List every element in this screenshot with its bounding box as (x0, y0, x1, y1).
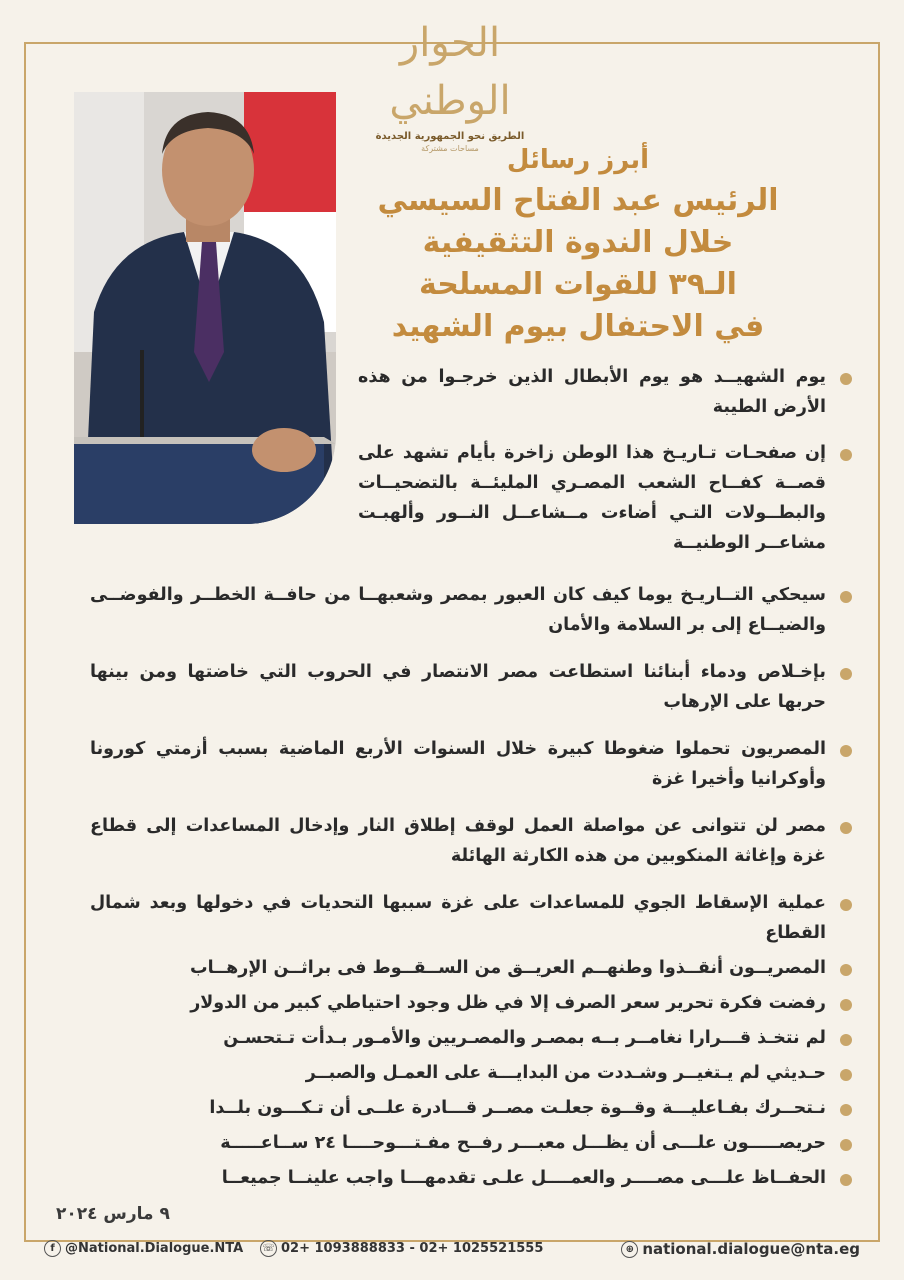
phone-contact[interactable] (260, 1240, 543, 1257)
headline-line-2: الرئيس عبد الفتاح السيسي (377, 183, 779, 218)
logo-tagline: الطريق نحو الجمهورية الجديدة (375, 131, 525, 142)
bullet-dot-icon (840, 1069, 852, 1081)
headline-line-4: الـ٣٩ للقوات المسلحة (419, 267, 737, 302)
list-item: المصريون تحملوا ضغوطا كبيرة خلال السنوات الأربع الماضية بسبب أزمتي كورونا وأوكرانيا وأخيرا غزة (90, 734, 852, 794)
list-item: المصريــون أنقــذوا وطنهــم العريــق من الســقــوط فى براثــن الإرهــاب (90, 953, 852, 983)
list-item: بإخـلاص ودماء أبنائنا استطاعت مصر الانتصار في الحروب التي خاضتها ومن بينها حربها على الإرهاب (90, 657, 852, 717)
facebook-contact[interactable] (44, 1240, 243, 1257)
logo-calligraphy: الحوار الوطني (389, 20, 511, 124)
bullet-dot-icon (840, 999, 852, 1011)
bullet-dot-icon (840, 1104, 852, 1116)
bullet-dot-icon (840, 1034, 852, 1046)
logo-subtitle: مساحات مشتركة (421, 144, 479, 153)
bullet-dot-icon (840, 373, 852, 385)
bullet-dot-icon (840, 964, 852, 976)
list-item: سيحكي التــاريـخ يوما كيف كان العبور بمصر وشعبهــا من حافــة الخطــر والفوضــى والضيــاع إلى بر السلامة والأمان (90, 580, 852, 640)
list-item: يوم الشهيــد هو يوم الأبطال الذين خرجـوا من هذه الأرض الطيبة (358, 362, 852, 422)
bullet-dot-icon (840, 668, 852, 680)
facebook-icon: f (44, 1240, 61, 1257)
list-item: الحفــاظ علـــى مصــــر والعمــــل علـى تقدمهـــا واجب علينــا جميعــا (90, 1163, 852, 1193)
list-item: مصر لن تتوانى عن مواصلة العمل لوقف إطلاق النار وإدخال المساعدات إلى قطاع غزة وإغاثة المنكوبين من هذه الكارثة الهائلة (90, 811, 852, 871)
whatsapp-icon: ☏ (260, 1240, 277, 1257)
website-address: national.dialogue@nta.eg (642, 1240, 860, 1258)
contact-footer (40, 1240, 876, 1264)
list-item: إن صفحـات تـاريـخ هذا الوطن زاخرة بأيام تشهد على قصــة كفــاح الشعب المصـري المليئــة بالتضحيــات والبطــولات التـي أضاءت مــشاعــل النــور وألهبـت مشاعــر الوطنيــة (358, 438, 852, 558)
headline (348, 140, 808, 348)
headline-line-5: في الاحتفال بيوم الشهيد (391, 309, 765, 344)
list-item: لم نتخـذ قـــرارا نغامــر بــه بمصـر والمصـريين والأمـور بـدأت تـتحسـن (90, 1023, 852, 1053)
facebook-handle: @National.Dialogue.NTA (65, 1241, 244, 1256)
list-item: عملية الإسقاط الجوي للمساعدات على غزة سببها التحديات في دخولها وبعد شمال القطاع (90, 888, 852, 948)
list-item: حـديثي لم يـتغيــر وشـددت من البدايـــة على العمـل والصبــر (90, 1058, 852, 1088)
list-item: رفضت فكرة تحرير سعر الصرف إلا في ظل وجود احتياطي كبير من الدولار (90, 988, 852, 1018)
bullet-dot-icon (840, 745, 852, 757)
globe-icon: ⊕ (621, 1241, 638, 1258)
website-contact[interactable] (621, 1240, 860, 1258)
national-dialogue-logo (340, 14, 560, 153)
list-item: حريصـــــون علـــى أن يظـــل معبـــر رفــح مفـتـــوحــــا ٢٤ ســاعـــــة (90, 1128, 852, 1158)
post-date: ٩ مارس ٢٠٢٤ (56, 1204, 170, 1224)
list-item: نـتحــرك بفـاعليـــة وقــوة جعلـت مصــر قـــادرة علــى أن تـكـــون بلــدا (90, 1093, 852, 1123)
bullet-dot-icon (840, 449, 852, 461)
bullet-dot-icon (840, 1174, 852, 1186)
phone-numbers: 02+ 1093888833 - 02+ 1025521555 (281, 1241, 544, 1256)
bullet-dot-icon (840, 591, 852, 603)
bullet-dot-icon (840, 822, 852, 834)
bullet-dot-icon (840, 899, 852, 911)
headline-line-1: أبرز رسائل (506, 145, 650, 175)
bullet-dot-icon (840, 1139, 852, 1151)
messages-list (90, 362, 852, 1193)
headline-line-3: خلال الندوة التثقيفية (422, 225, 734, 260)
